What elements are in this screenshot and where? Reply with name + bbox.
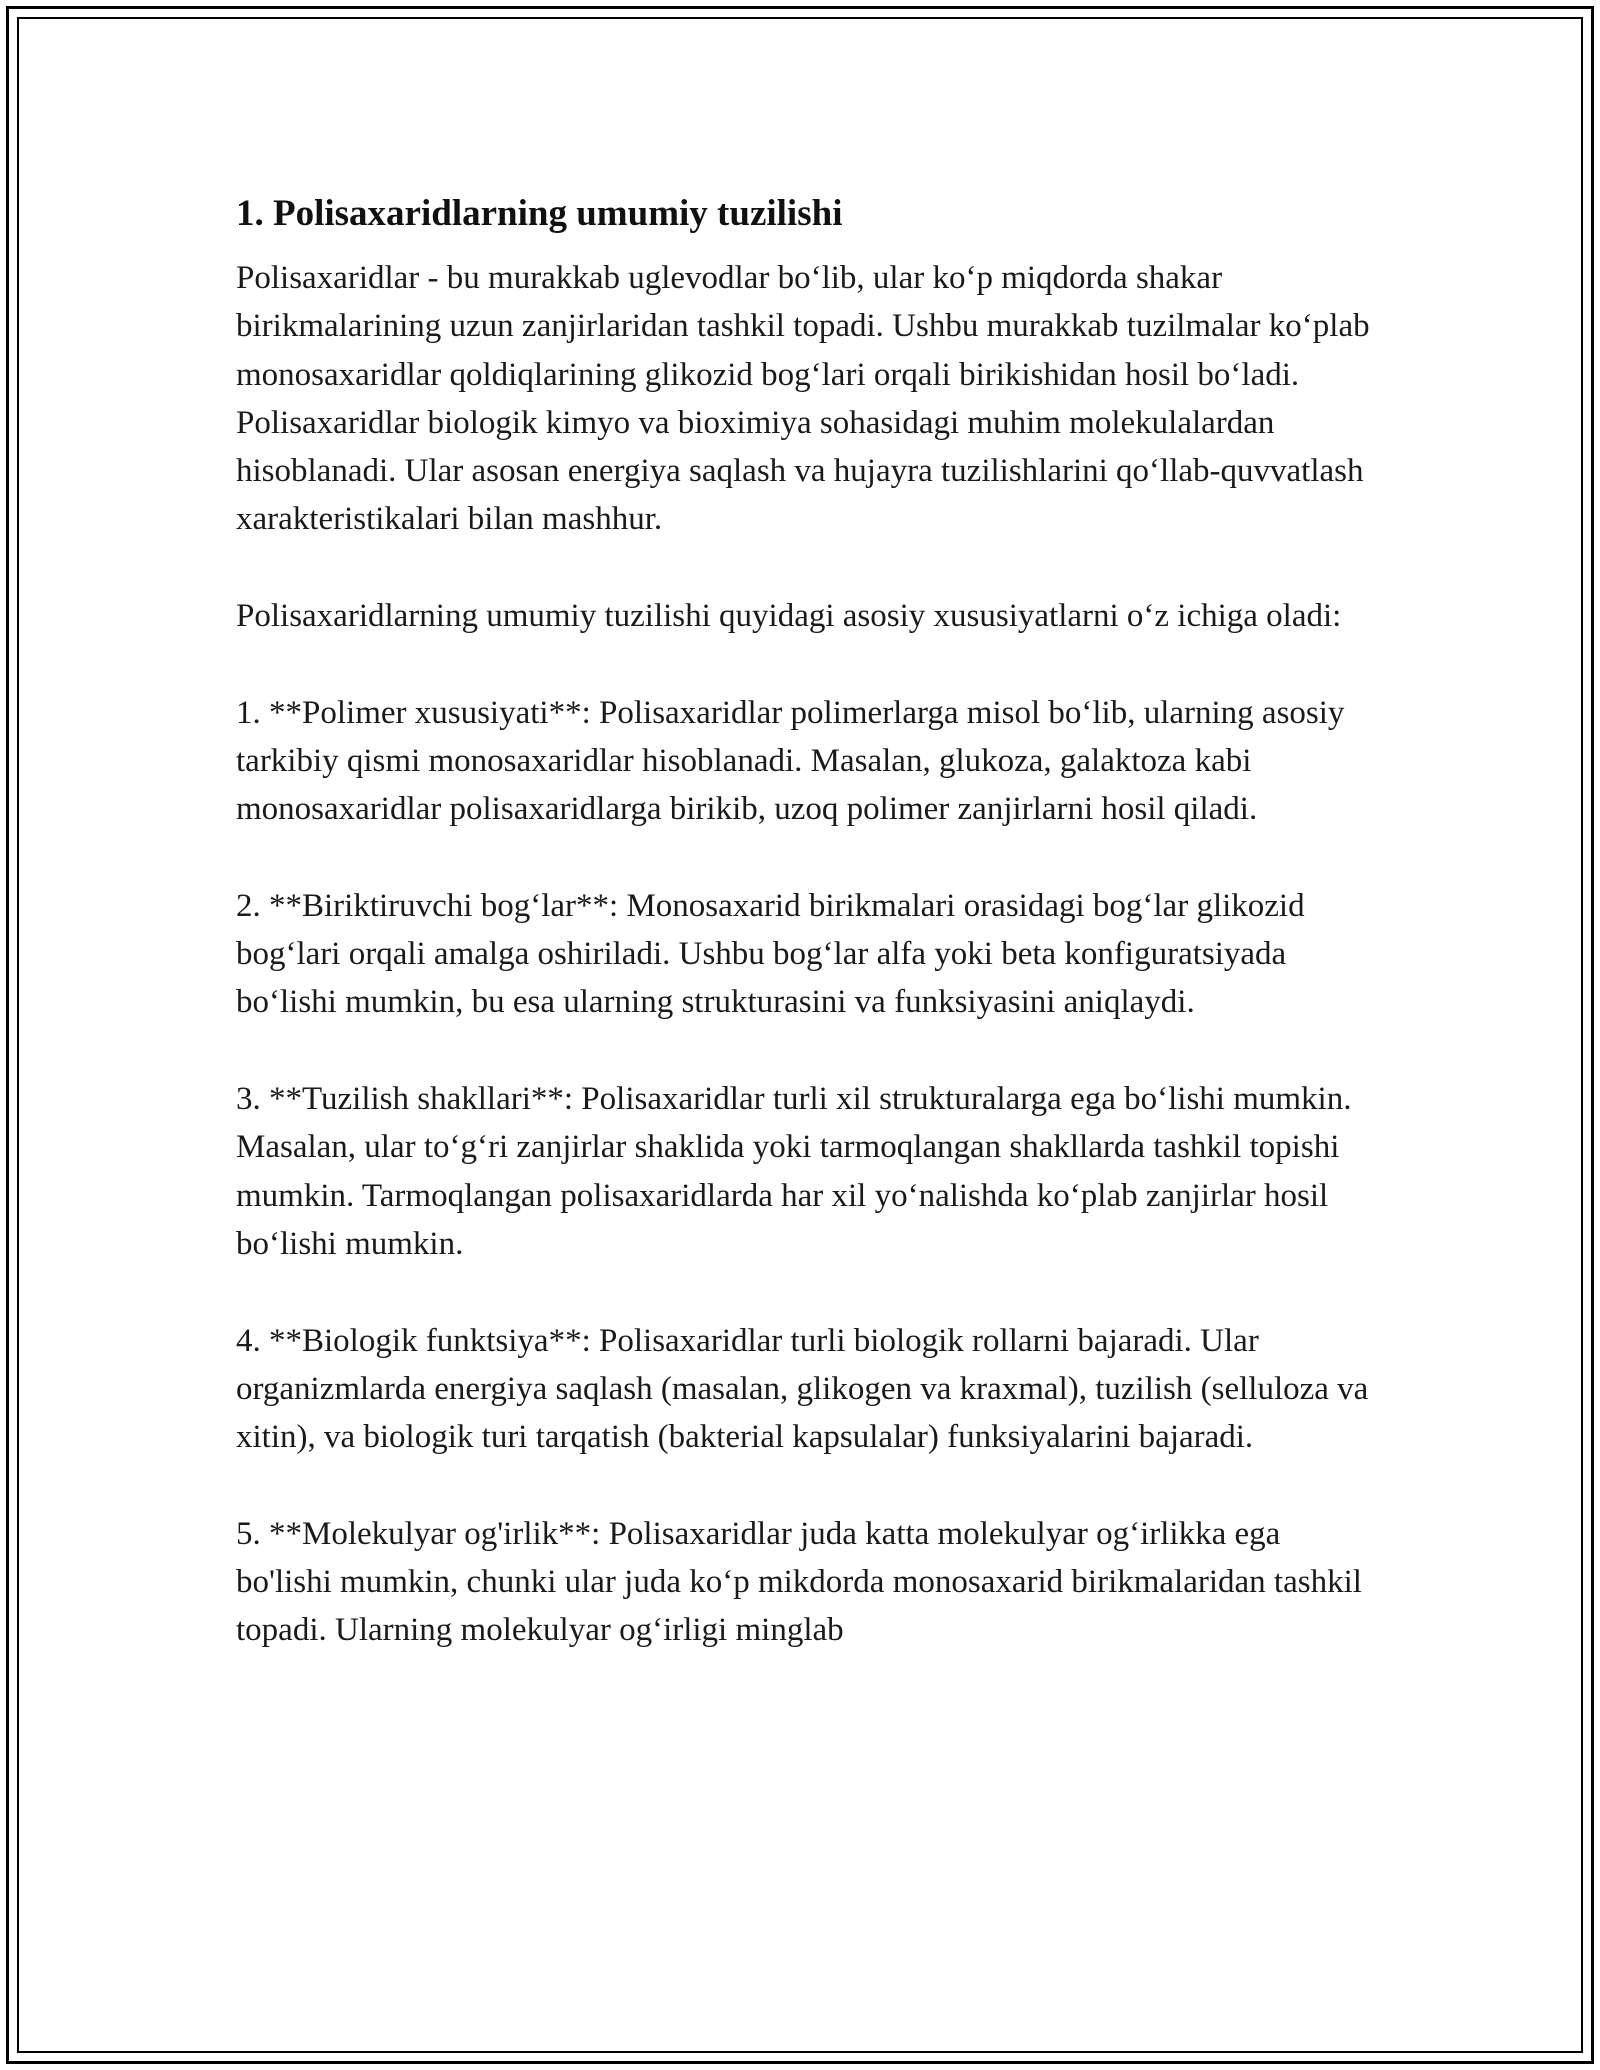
paragraph-spacer <box>236 1461 1376 1509</box>
paragraph-spacer <box>236 640 1376 688</box>
features-intro-paragraph: Polisaxaridlarning umumiy tuzilishi quyidagi asosiy xususiyatlarni o‘z ichiga oladi: <box>236 598 1342 635</box>
paragraph-spacer <box>236 1268 1376 1316</box>
section-heading: 1. Polisaxaridlarning umumiy tuzilishi <box>236 193 843 234</box>
list-item-biological-function: 4. **Biologik funktsiya**: Polisaxaridlar turli biologik rollarni bajaradi. Ular organizmlarda energiya saqlash (masalan, glikogen va kraxmal), tuzilish (selluloza va xitin), va biologik turi tarqatish (bakterial kapsulalar) funksiyalarini bajaradi. <box>236 1322 1369 1456</box>
list-item-structure-forms: 3. **Tuzilish shakllari**: Polisaxaridlar turli xil strukturalarga ega bo‘lishi mumkin. Masalan, ular to‘g‘ri zanjirlar shaklida yoki tarmoqlangan shakllarda tashkil topishi mumkin. Tarmoqlangan polisaxaridlarda har xil yo‘nalishda ko‘plab zanjirlar hosil bo‘lishi mumkin. <box>236 1081 1352 1262</box>
paragraph-spacer <box>236 834 1376 882</box>
list-item-molecular-weight: 5. **Molekulyar og'irlik**: Polisaxaridlar juda katta molekulyar og‘irlikka ega bo'lishi mumkin, chunki ular juda ko‘p mikdorda monosaxarid birikmalaridan tashkil topadi. Ularning molekulyar og‘irligi minglab <box>236 1515 1362 1649</box>
intro-paragraph: Polisaxaridlar - bu murakkab uglevodlar bo‘lib, ular ko‘p miqdorda shakar birikmalarining uzun zanjirlaridan tashkil topadi. Ushbu murakkab tuzilmalar ko‘plab monosaxaridlar qoldiqlarining glikozid bog‘lari orqali birikishidan hosil bo‘ladi. Polisaxaridlar biologik kimyo va bioximiya sohasidagi muhim molekulalardan hisoblanadi. Ular asosan energiya saqlash va hujayra tuzilishlarini qo‘llab-quvvatlash xarakteristikalari bilan mashhur. <box>236 260 1370 538</box>
paragraph-spacer <box>236 544 1376 592</box>
document-body <box>236 186 1376 1655</box>
list-item-polymer: 1. **Polimer xususiyati**: Polisaxaridlar polimerlarga misol bo‘lib, ularning asosiy tarkibiy qismi monosaxaridlar hisoblanadi. Masalan, glukoza, galaktoza kabi monosaxaridlar polisaxaridlarga birikib, uzoq polimer zanjirlarni hosil qiladi. <box>236 694 1345 828</box>
paragraph-spacer <box>236 1027 1376 1075</box>
list-item-bonds: 2. **Biriktiruvchi bog‘lar**: Monosaxarid birikmalari orasidagi bog‘lar glikozid bog‘lari orqali amalga oshiriladi. Ushbu bog‘lar alfa yoki beta konfiguratsiyada bo‘lishi mumkin, bu esa ularning strukturasini va funksiyasini aniqlaydi. <box>236 887 1305 1021</box>
